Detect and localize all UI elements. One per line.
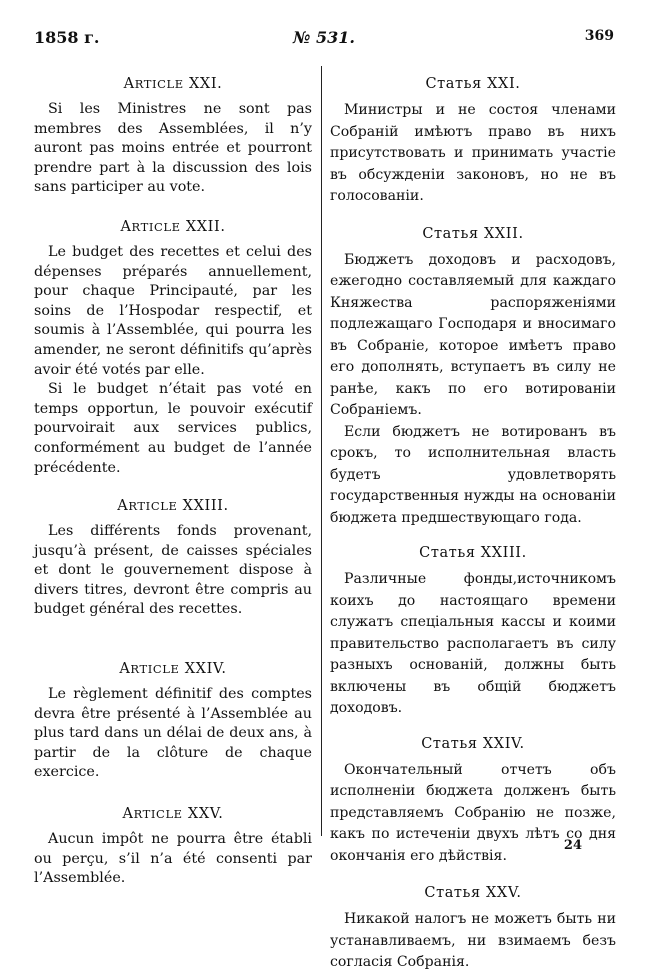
article-paragraph: Aucun impôt ne pourra être établi ou perçu, s’il n’a été consenti par l’Assemblée. bbox=[34, 831, 312, 887]
article-paragraph: Различные фонды,источникомъ коихъ до настоящаго времени служатъ спеціальныя кассы и коими правительство располагаетъ въ силу разныхъ основаній, должны быть включены въ общій бюджетъ доходовъ. bbox=[330, 571, 616, 716]
article-25-ru bbox=[330, 885, 616, 974]
french-column bbox=[34, 76, 312, 889]
article-paragraph: Министры и не состоя членами Собраній имѣютъ право въ нихъ присутствовать и принимать участіе въ обсужденіи законовъ, но не въ голосованіи. bbox=[330, 102, 616, 204]
article-paragraph: Бюджетъ доходовъ и расходовъ, ежегодно составляемый для каждаго Княжества распоряженіями подлежащаго Господаря и вносимаго въ Собраніе, которое имѣетъ право его дополнять, вступаетъ въ силу не ранѣе, какъ по его вотированіи Собраніемъ. bbox=[330, 251, 616, 418]
page-header bbox=[34, 28, 614, 52]
article-paragraph: Les différents fonds provenant, jusqu’à présent, de caisses spéciales et dont le gouvernement dispose à divers titres, devront être compris au budget général des recettes. bbox=[34, 523, 312, 618]
page-number: 369 bbox=[584, 28, 614, 44]
article-paragraph: Окончательный отчетъ объ исполненіи бюджета долженъ быть представляемъ Собранію не позже, какъ по истеченіи двухъ лѣтъ со дня окончанія его дѣйствія. bbox=[330, 761, 616, 864]
signature-mark: 24 bbox=[563, 838, 582, 853]
article-heading: ARTICLE XXI. bbox=[123, 76, 223, 92]
article-21-fr bbox=[34, 76, 312, 198]
article-heading: Статья XXII. bbox=[422, 225, 524, 242]
article-24-fr bbox=[34, 661, 312, 783]
article-paragraph: Si le budget n’était pas voté en temps opportun, le pouvoir exécutif pourvoirait aux services publics, conformément au budget de l’année précédente. bbox=[34, 381, 312, 476]
article-21-ru bbox=[330, 76, 616, 208]
article-paragraph: Le règlement définitif des comptes devra être présenté à l’Assemblée au plus tard dans un délai de deux ans, à partir de la clôture de chaque exercice. bbox=[34, 686, 312, 781]
article-heading: Статья XXV. bbox=[424, 885, 522, 901]
article-paragraph: Le budget des recettes et celui des dépenses préparés annuellement, pour chaque Principauté, par les soins de l’Hospodar respectif, et soumis à l’Assemblée, qui pourra les amender, ne seront définitifs qu’après avoir été votés par elle. bbox=[34, 243, 312, 378]
article-heading: Статья XXI. bbox=[425, 76, 521, 92]
article-heading: ARTICLE XXIII. bbox=[117, 498, 229, 515]
article-paragraph: Si les Ministres ne sont pas membres des Assemblées, il n’y auront pas moins entrée et pourront prendre part à la discussion des lois sans participer au vote. bbox=[34, 101, 312, 196]
article-paragraph: Если бюджетъ не вотированъ въ срокъ, то исполнительная власть будетъ удовлетворять государственныя нужды на основаніи бюджета предшествующаго года. bbox=[330, 423, 616, 526]
column-divider bbox=[321, 66, 322, 836]
article-heading: Статья XXIII. bbox=[419, 545, 527, 561]
article-heading: ARTICLE XXII. bbox=[120, 218, 226, 235]
article-22-fr bbox=[34, 219, 312, 478]
article-23-ru bbox=[330, 545, 616, 720]
article-23-fr bbox=[34, 498, 312, 620]
article-22-ru bbox=[330, 226, 616, 530]
year-label: 1858 г. bbox=[34, 28, 100, 47]
article-heading: Статья XXIV. bbox=[421, 735, 525, 752]
article-heading: ARTICLE XXIV. bbox=[119, 661, 227, 678]
article-heading: ARTICLE XXV. bbox=[122, 806, 224, 823]
act-number: № 531. bbox=[293, 28, 355, 47]
article-25-fr bbox=[34, 806, 312, 889]
article-paragraph: Никакой налогъ не можетъ быть ни устанавливаемъ, ни взимаемъ безъ согласія Собранія. bbox=[330, 911, 616, 970]
